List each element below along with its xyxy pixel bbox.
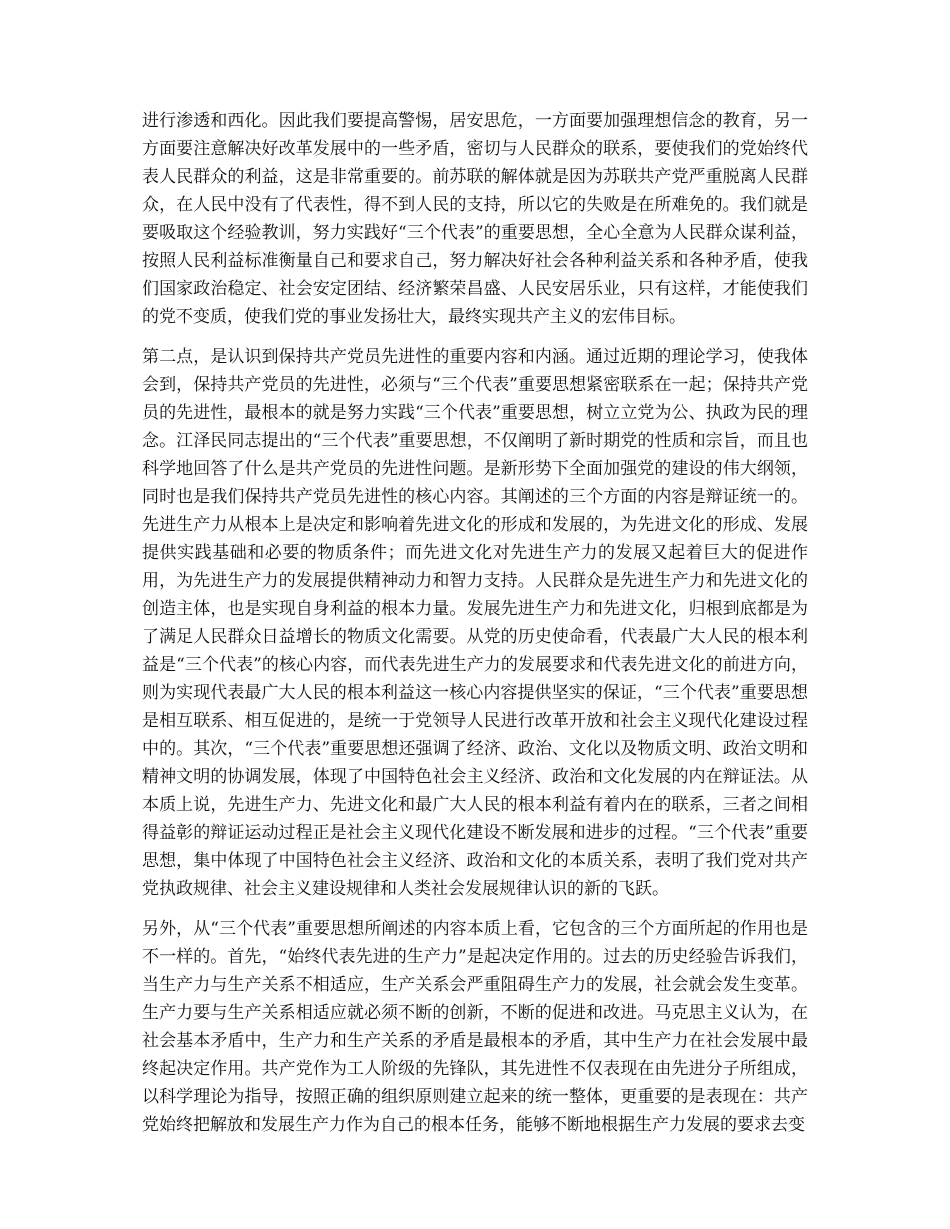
paragraph-3: 另外，从“三个代表”重要思想所阐述的内容本质上看，它包含的三个方面所起的作用也是不一样的。首先，“始终代表先进的生产力”是起决定作用的。过去的历史经验告诉我们，当生产力与生产关系不相适应，生产关系会严重阻碍生产力的发展，社会就会发生变革。生产力要与生产关系相适应就必须不断的创新，不断的促进和改进。马克思主义认为，在社会基本矛盾中，生产力和生产关系的矛盾是最根本的矛盾，其中生产力在社会发展中最终起决定作用。共产党作为工人阶级的先锋队，其先进性不仅表现在由先进分子所组成，以科学理论为指导，按照正确的组织原则建立起来的统一整体，更重要的是表现在：共产党始终把解放和发展生产力作为自己的根本任务，能够不断地根据生产力发展的要求去变 [142, 919, 808, 1135]
paragraph-1: 进行渗透和西化。因此我们要提高警惕，居安思危，一方面要加强理想信念的教育，另一方面要注意解决好改革发展中的一些矛盾，密切与人民群众的联系，要使我们的党始终代表人民群众的利益，这是非常重要的。前苏联的解体就是因为苏联共产党严重脱离人民群众，在人民中没有了代表性，得不到人民的支持，所以它的失败是在所难免的。我们就是要吸取这个经验教训，努力实践好“三个代表”的重要思想，全心全意为人民群众谋利益，按照人民利益标准衡量自己和要求自己，努力解决好社会各种利益关系和各种矛盾，使我们国家政治稳定、社会安定团结、经济繁荣昌盛、人民安居乐业，只有这样，才能使我们的党不变质，使我们党的事业发扬壮大，最终实现共产主义的宏伟目标。 [142, 111, 808, 327]
paragraph-2: 第二点，是认识到保持共产党员先进性的重要内容和内涵。通过近期的理论学习，使我体会到，保持共产党员的先进性，必须与“三个代表”重要思想紧密联系在一起；保持共产党员的先进性，最根本的就是努力实践“三个代表”重要思想，树立立党为公、执政为民的理念。江泽民同志提出的“三个代表”重要思想，不仅阐明了新时期党的性质和宗旨，而且也科学地回答了什么是共产党员的先进性问题。是新形势下全面加强党的建设的伟大纲领，同时也是我们保持共产党员先进性的核心内容。其阐述的三个方面的内容是辩证统一的。先进生产力从根本上是决定和影响着先进文化的形成和发展的，为先进文化的形成、发展提供实践基础和必要的物质条件；而先进文化对先进生产力的发展又起着巨大的促进作用，为先进生产力的发展提供精神动力和智力支持。人民群众是先进生产力和先进文化的创造主体，也是实现自身利益的根本力量。发展先进生产力和先进文化，归根到底都是为了满足人民群众日益增长的物质文化需要。从党的历史使命看，代表最广大人民的根本利益是“三个代表”的核心内容，而代表先进生产力的发展要求和代表先进文化的前进方向，则为实现代表最广大人民的根本利益这一核心内容提供坚实的保证，“三个代表”重要思想是相互联系、相互促进的，是统一于党领导人民进行改革开放和社会主义现代化建设过程中的。其次，“三个代表”重要思想还强调了经济、政治、文化以及物质文明、政治文明和精神文明的协调发展，体现了中国特色社会主义经济、政治和文化发展的内在辩证法。从本质上说，先进生产力、先进文化和最广大人民的根本利益有着内在的联系，三者之间相得益彰的辩证运动过程正是社会主义现代化建设不断发展和进步的过程。“三个代表”重要思想，集中体现了中国特色社会主义经济、政治和文化的本质关系，表明了我们党对共产党执政规律、社会主义建设规律和人类社会发展规律认识的新的飞跃。 [142, 347, 808, 899]
